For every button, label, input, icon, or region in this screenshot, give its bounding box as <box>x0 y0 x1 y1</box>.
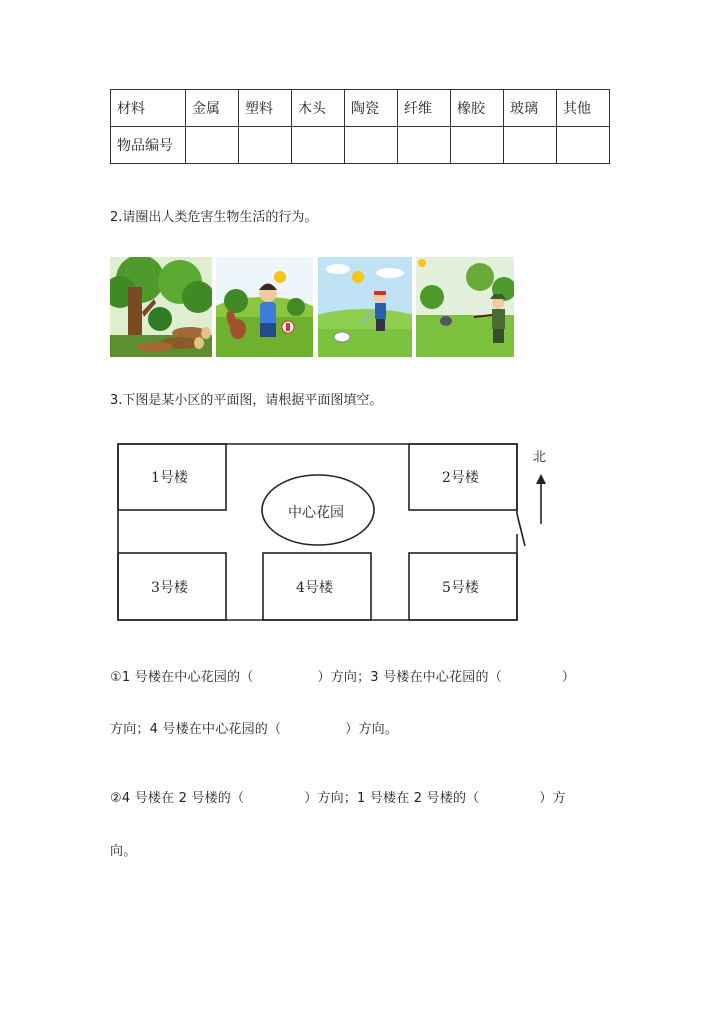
sentence-text: 方向；1 号楼在 2 号楼的 <box>317 791 467 806</box>
table-cell-material: 玻璃 <box>504 90 557 127</box>
question-3-sentence-2-line-2 <box>110 840 136 859</box>
table-cell-header: 物品编号 <box>111 127 186 164</box>
sentence-text: 方向；3 号楼在中心花园的 <box>330 670 489 685</box>
building-2-label: 2号楼 <box>442 470 479 486</box>
table-cell-empty[interactable] <box>398 127 451 164</box>
table-cell-material: 橡胶 <box>451 90 504 127</box>
sentence-text: 向。 <box>110 844 137 859</box>
tree-cutting-picture[interactable] <box>110 257 212 357</box>
table-cell-empty[interactable] <box>186 127 239 164</box>
table-cell-empty[interactable] <box>557 127 610 164</box>
sentence-text: 方 <box>552 791 566 806</box>
table-cell-material: 金属 <box>186 90 239 127</box>
blank-open: （ <box>240 670 254 685</box>
table-cell-empty[interactable] <box>504 127 557 164</box>
question-3-text: 3.下图是某小区的平面图，请根据平面图填空。 <box>110 393 383 408</box>
sentence-text: ②4 号楼在 2 号楼的 <box>110 791 231 806</box>
child-squirrel-picture[interactable] <box>216 257 313 357</box>
table-cell-material: 木头 <box>292 90 345 127</box>
table-row <box>111 127 610 164</box>
table-cell-material: 塑料 <box>239 90 292 127</box>
table-cell-material: 其他 <box>557 90 610 127</box>
north-arrow-icon <box>536 474 546 484</box>
materials-table <box>110 89 610 164</box>
blank-close: ） <box>304 791 318 806</box>
table-cell-material: 陶瓷 <box>345 90 398 127</box>
table-cell-empty[interactable] <box>451 127 504 164</box>
blank-open: （ <box>466 791 480 806</box>
question-3-sentence-2-line-1 <box>110 787 566 806</box>
building-3-label: 3号楼 <box>151 580 188 596</box>
boy-watering-picture[interactable] <box>318 257 412 357</box>
building-1-label: 1号楼 <box>151 470 188 486</box>
sentence-text: 方向。 <box>358 722 399 737</box>
table-cell-empty[interactable] <box>345 127 398 164</box>
north-label: 北 <box>533 450 547 465</box>
table-cell-empty[interactable] <box>239 127 292 164</box>
building-4-label: 4号楼 <box>296 580 333 596</box>
table-cell-header: 材料 <box>111 90 186 127</box>
building-5-label: 5号楼 <box>442 580 479 596</box>
question-3-sentence-1-line-2 <box>110 718 398 737</box>
table-row <box>111 90 610 127</box>
plan-gate <box>517 514 525 546</box>
blank-open: （ <box>231 791 245 806</box>
question-3-sentence-1-line-1 <box>110 666 575 685</box>
table-cell-empty[interactable] <box>292 127 345 164</box>
question-2-text: 2.请圈出人类危害生物生活的行为。 <box>110 210 318 225</box>
sentence-text: ①1 号楼在中心花园的 <box>110 670 241 685</box>
hunter-picture[interactable] <box>416 257 514 357</box>
sentence-text: 方向；4 号楼在中心花园的 <box>110 722 269 737</box>
blank-open: （ <box>268 722 282 737</box>
blank-close: ） <box>561 670 576 685</box>
table-cell-material: 纤维 <box>398 90 451 127</box>
garden-label: 中心花园 <box>288 505 344 521</box>
blank-open: （ <box>488 670 502 685</box>
blank-close: ） <box>345 722 359 737</box>
blank-close: ） <box>317 670 331 685</box>
community-floor-plan <box>110 436 570 628</box>
blank-close: ） <box>539 791 553 806</box>
